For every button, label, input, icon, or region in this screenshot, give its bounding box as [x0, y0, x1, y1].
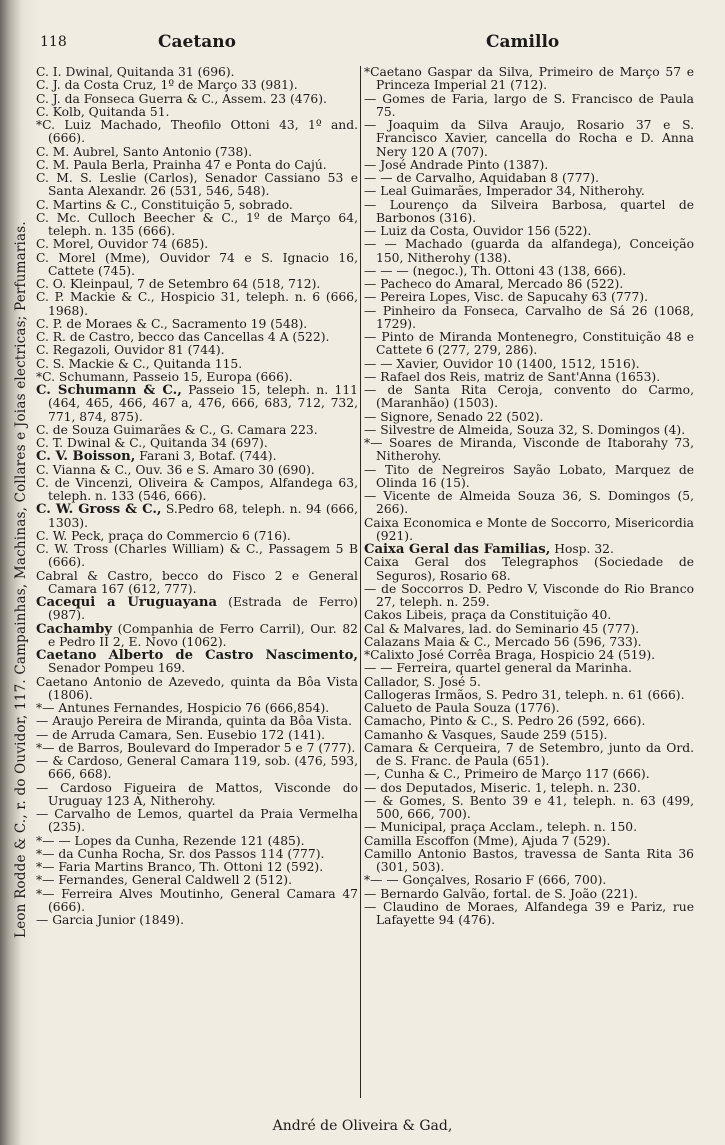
directory-entry [364, 623, 694, 636]
directory-entry [36, 79, 358, 92]
entry-text: C. Regazoli, Ouvidor 81 (744). [36, 343, 225, 358]
entry-text: — Signore, Senado 22 (502). [364, 409, 544, 424]
directory-entry [364, 636, 694, 649]
entry-text: — Pereira Lopes, Visc. de Sapucahy 63 (777). [364, 290, 648, 305]
directory-entry [364, 556, 694, 583]
entry-text: C. M. S. Leslie (Carlos), Senador Cassiano 53 e Santa Alexandr. 26 (531, 546, 548). [36, 171, 358, 199]
directory-entry [36, 238, 358, 251]
directory-entry [364, 185, 694, 198]
entry-text: Cabral & Castro, becco do Fisco 2 e General Camara 167 (612, 777). [36, 568, 358, 596]
directory-entry [36, 384, 358, 424]
directory-entry [36, 172, 358, 199]
entry-text: — Leal Guimarães, Imperador 34, Nitherohy. [364, 184, 645, 199]
entry-name: C. W. Gross & C., [36, 502, 162, 518]
entry-name: Caixa Geral das Familias, [364, 542, 551, 557]
directory-entry [364, 888, 694, 901]
entry-name: Cachamby [36, 621, 113, 637]
entry-text: — Rafael dos Reis, matriz de Sant'Anna (1653). [364, 369, 661, 384]
directory-entry [364, 291, 694, 304]
entry-text: C. de Vincenzi, Oliveira & Campos, Alfandega 63, teleph. n. 133 (546, 666). [36, 475, 358, 503]
directory-entry [364, 265, 694, 278]
directory-entry [36, 742, 358, 755]
entry-text: *C. Schumann, Passeio 15, Europa (666). [36, 369, 293, 384]
entry-text: Camillo Antonio Bastos, travessa de Santa Rita 36 (301, 503). [364, 846, 694, 874]
entry-text: C. W. Peck, praça do Commercio 6 (716). [36, 528, 291, 543]
entry-text: C. J. da Costa Cruz, 1º de Março 33 (981). [36, 78, 298, 93]
entry-text: C. T. Dwinal & C., Quitanda 34 (697). [36, 436, 268, 450]
directory-entry [364, 411, 694, 424]
entry-text: — Silvestre de Almeida, Souza 32, S. Domingos (4). [364, 422, 686, 437]
entry-text: C. Martins & C., Constituição 5, sobrado. [36, 197, 293, 212]
entry-text: S.Pedro 68, teleph. n. 94 (666, 1303). [48, 502, 358, 530]
directory-entry [36, 146, 358, 159]
entry-text: — — Xavier, Ouvidor 10 (1400, 1512, 1516). [364, 356, 640, 371]
entry-text: C. O. Kleinpaul, 7 de Setembro 64 (518, 712). [36, 277, 321, 291]
directory-entry [36, 649, 358, 676]
directory-entry [364, 768, 694, 781]
entry-text: C. P. de Moraes & C., Sacramento 19 (548). [36, 316, 308, 331]
directory-entry [36, 861, 358, 874]
entry-text: — & Gomes, S. Bento 39 e 41, teleph. n. 63 (499, 500, 666, 700). [364, 793, 694, 821]
left-column [36, 66, 358, 927]
entry-text: *— Faria Martins Branco, Th. Ottoni 12 (592). [36, 860, 324, 874]
directory-entry [364, 331, 694, 358]
entry-text: C. M. Aubrel, Santo Antonio (738). [36, 144, 252, 159]
directory-entry [364, 305, 694, 332]
entry-text: C. W. Tross (Charles William) & C., Passagem 5 B (666). [36, 542, 358, 570]
directory-entry [364, 278, 694, 291]
entry-text: C. P. Mackie & C., Hospicio 31, teleph. n. 6 (666, 1968). [36, 290, 358, 318]
directory-entry [364, 676, 694, 689]
directory-entry [36, 530, 358, 543]
page-header [40, 32, 700, 54]
directory-entry [36, 278, 358, 291]
directory-entry [364, 702, 694, 715]
directory-entry [364, 358, 694, 371]
entry-text: C. J. da Fonseca Guerra & C., Assem. 23 (476). [36, 91, 327, 106]
directory-entry [36, 437, 358, 450]
directory-entry [364, 199, 694, 226]
directory-entry [36, 729, 358, 742]
entry-text: — Pacheco do Amaral, Mercado 86 (522). [364, 277, 624, 291]
entry-text: C. S. Mackie & C., Quitanda 115. [36, 356, 243, 371]
directory-entry [36, 477, 358, 504]
directory-entry [364, 795, 694, 822]
entry-text: C. Mc. Culloch Beecher & C., 1º de Março 64, teleph. n. 135 (666). [36, 210, 358, 238]
entry-text: *Caetano Gaspar da Silva, Primeiro de Março 57 e Princeza Imperial 21 (712). [364, 65, 694, 93]
entry-text: Caixa Geral dos Telegraphos (Sociedade de Seguros), Rosario 68. [364, 555, 694, 583]
entry-text: — Luiz da Costa, Ouvidor 156 (522). [364, 224, 592, 238]
entry-text: Caixa Economica e Monte de Soccorro, Misericordia (921). [364, 515, 694, 543]
entry-name: C. V. Boisson, [36, 449, 136, 465]
entry-text: *— Fernandes, General Caldwell 2 (512). [36, 873, 292, 888]
entry-text: — — — (negoc.), Th. Ottoni 43 (138, 666). [364, 263, 627, 278]
right-column [364, 66, 694, 927]
entry-text: *— — Gonçalves, Rosario F (666, 700). [364, 873, 607, 888]
directory-entry [364, 583, 694, 610]
entry-text: — Carvalho de Lemos, quartel da Praia Vermelha (235). [36, 807, 358, 835]
directory-entry [36, 450, 358, 463]
entry-text: — Claudino de Moraes, Alfandega 39 e Pariz, rue Lafayette 94 (476). [364, 899, 694, 927]
directory-entry [36, 199, 358, 212]
directory-entry [364, 172, 694, 185]
directory-entry [36, 106, 358, 119]
entry-text: Calazans Maia & C., Mercado 56 (596, 733). [364, 634, 642, 649]
directory-entry [36, 331, 358, 344]
directory-entry [364, 901, 694, 928]
directory-entry [36, 570, 358, 597]
entry-text: (Estrada de Ferro) (987). [48, 595, 358, 623]
entry-text: Cakos Libeis, praça da Constituição 40. [364, 608, 612, 623]
directory-entry [364, 384, 694, 411]
entry-text: *— da Cunha Rocha, Sr. dos Passos 114 (777). [36, 846, 325, 861]
entry-name: C. Schumann & C., [36, 383, 182, 398]
directory-entry [364, 742, 694, 769]
entry-text: — & Cardoso, General Camara 119, sob. (476, 593, 666, 668). [36, 754, 358, 782]
entry-text: (Companhia de Ferro Carril), Our. 82 e Pedro II 2, E. Novo (1062). [48, 621, 358, 649]
entry-text: *Calixto José Corrêa Braga, Hospicio 24 (519). [364, 648, 656, 662]
directory-entry [36, 344, 358, 357]
entry-text: — Araujo Pereira de Miranda, quinta da Bôa Vista. [36, 714, 352, 729]
entry-text: *— — Lopes da Cunha, Rezende 121 (485). [36, 833, 305, 848]
entry-text: C. Kolb, Quitanda 51. [36, 104, 170, 119]
directory-entry [36, 424, 358, 437]
entry-text: —, Cunha & C., Primeiro de Março 117 (666). [364, 767, 650, 782]
entry-text: C. Vianna & C., Ouv. 36 e S. Amaro 30 (690). [36, 462, 315, 477]
entry-text: — — de Carvalho, Aquidaban 8 (777). [364, 171, 599, 185]
running-head-left: Caetano [158, 32, 236, 52]
entry-text: — dos Deputados, Miseric. 1, teleph. n. 230. [364, 780, 641, 795]
entry-text: — Gomes de Faria, largo de S. Francisco de Paula 75. [364, 91, 694, 119]
directory-entry [36, 874, 358, 887]
directory-entry [364, 874, 694, 887]
entry-text: — Tito de Negreiros Sayão Lobato, Marquez de Olinda 16 (15). [364, 462, 694, 490]
directory-entry [36, 676, 358, 703]
directory-entry [364, 609, 694, 622]
directory-entry [364, 225, 694, 238]
directory-entry [36, 119, 358, 146]
directory-entry [364, 689, 694, 702]
running-head-right: Camillo [486, 32, 560, 52]
directory-entry [36, 835, 358, 848]
entry-text: C. Morel, Ouvidor 74 (685). [36, 237, 209, 252]
directory-entry [364, 371, 694, 384]
directory-entry [364, 649, 694, 662]
directory-entry [364, 729, 694, 742]
directory-entry [36, 291, 358, 318]
entry-text: Calueto de Paula Souza (1776). [364, 701, 560, 715]
entry-text: *— Ferreira Alves Moutinho, General Camara 47 (666). [36, 886, 358, 914]
directory-entry [364, 543, 694, 556]
entry-text: — Vicente de Almeida Souza 36, S. Domingos (5, 266). [364, 489, 694, 517]
entry-text: Camara & Cerqueira, 7 de Setembro, junto da Ord. de S. Franc. de Paula (651). [364, 740, 694, 768]
directory-entry [36, 914, 358, 927]
entry-text: C. Morel (Mme), Ouvidor 74 e S. Ignacio 16, Cattete (745). [36, 250, 358, 278]
directory-entry [36, 93, 358, 106]
directory-entry [36, 252, 358, 279]
entry-text: — Joaquim da Silva Araujo, Rosario 37 e S. Francisco Xavier, cancella do Rocha e D. Anna Nery 120 A (707). [364, 118, 694, 159]
entry-text: — Cardoso Figueira de Mattos, Visconde do Uruguay 123 A, Nitherohy. [36, 780, 358, 808]
directory-entry [364, 848, 694, 875]
directory-entry [364, 159, 694, 172]
directory-entry [36, 848, 358, 861]
entry-text: — de Arruda Camara, Sen. Eusebio 172 (141). [36, 727, 326, 742]
entry-text: — Lourenço da Silveira Barbosa, quartel de Barbonos (316). [364, 197, 694, 225]
entry-text: — de Soccorros D. Pedro V, Visconde do Rio Branco 27, teleph. n. 259. [364, 581, 694, 609]
directory-entry [36, 371, 358, 384]
entry-text: — Pinto de Miranda Montenegro, Constituição 48 e Cattete 6 (277, 279, 286). [364, 330, 694, 358]
entry-text: — de Santa Rita Ceroja, convento do Carmo, (Maranhão) (1503). [364, 383, 694, 411]
directory-entry [36, 782, 358, 809]
entry-text: Callador, S. José 5. [364, 674, 481, 689]
entry-text: *— Soares de Miranda, Visconde de Itaborahy 73, Nitherohy. [364, 436, 694, 464]
directory-entry [364, 93, 694, 120]
directory-entry [36, 596, 358, 623]
entry-text: — Garcia Junior (1849). [36, 913, 184, 927]
directory-entry [364, 490, 694, 517]
directory-entry [36, 212, 358, 239]
entry-text: Senador Pompeu 169. [48, 661, 186, 676]
directory-entry [36, 755, 358, 782]
entry-text: Camacho, Pinto & C., S. Pedro 26 (592, 666). [364, 714, 646, 729]
entry-text: C. R. de Castro, becco das Cancellas 4 A (522). [36, 330, 330, 344]
entry-text: — José Andrade Pinto (1387). [364, 157, 549, 172]
directory-entry [36, 358, 358, 371]
entry-text: — Pinheiro da Fonseca, Carvalho de Sá 26 (1068, 1729). [364, 303, 694, 331]
directory-entry [364, 662, 694, 675]
entry-text: Farani 3, Botaf. (744). [135, 449, 277, 464]
entry-text: Camanho & Vasques, Saude 259 (515). [364, 727, 608, 742]
directory-entry [36, 464, 358, 477]
directory-entry [364, 782, 694, 795]
directory-entry [364, 821, 694, 834]
entry-text: Passeio 15, teleph. n. 111 (464, 465, 466, 467 a, 476, 666, 683, 712, 732, 771, 874, 875). [48, 383, 358, 424]
entry-text: C. de Souza Guimarães & C., G. Camara 223. [36, 422, 318, 437]
entry-text: C. I. Dwinal, Quitanda 31 (696). [36, 65, 235, 79]
entry-text: — Municipal, praça Acclam., teleph. n. 150. [364, 820, 638, 835]
directory-entry [36, 159, 358, 172]
entry-text: Cal & Malvares, lad. do Seminario 45 (777). [364, 621, 640, 636]
entry-text: *— Antunes Fernandes, Hospicio 76 (666,854). [36, 701, 330, 715]
directory-entry [364, 464, 694, 491]
directory-entry [36, 702, 358, 715]
directory-entry [36, 318, 358, 331]
page-number: 118 [40, 34, 67, 50]
directory-entry [36, 543, 358, 570]
directory-entry [364, 715, 694, 728]
entry-text: — Bernardo Galvão, fortal. de S. João (221). [364, 886, 638, 901]
entry-text: *C. Luiz Machado, Theofilo Ottoni 43, 1º and. (666). [36, 118, 358, 146]
directory-entry [364, 66, 694, 93]
side-advertisement: Leon Rodde & C., r. do Ouvidor, 117. Campainhas, Machinas, Collares e Joias electricas; Perfumarias. [13, 221, 29, 939]
entry-text: — — Machado (guarda da alfandega), Conceição 150, Nitherohy (138). [364, 237, 694, 265]
entry-text: C. M. Paula Berla, Prainha 47 e Ponta do Cajú. [36, 157, 327, 172]
column-divider [360, 66, 361, 1098]
directory-entry [364, 119, 694, 159]
directory-entry [36, 66, 358, 79]
directory-entry [364, 517, 694, 544]
directory-entry [36, 715, 358, 728]
entry-text: — — Ferreira, quartel general da Marinha. [364, 661, 632, 676]
directory-entry [364, 238, 694, 265]
directory-entry [36, 888, 358, 915]
page-footer: André de Oliveira & Gad, [272, 1118, 453, 1134]
directory-entry [36, 623, 358, 650]
entry-text: Hosp. 32. [550, 542, 614, 556]
directory-entry [364, 437, 694, 464]
directory-entry [364, 835, 694, 848]
entry-text: *— de Barros, Boulevard do Imperador 5 e 7 (777). [36, 740, 356, 755]
entry-text: Caetano Antonio de Azevedo, quinta da Bôa Vista (1806). [36, 674, 358, 702]
entry-text: Callogeras Irmãos, S. Pedro 31, teleph. n. 61 (666). [364, 687, 685, 702]
entry-name: Cacequi a Uruguayana [36, 595, 218, 610]
directory-entry [364, 424, 694, 437]
directory-entry [36, 503, 358, 530]
directory-entry [36, 808, 358, 835]
entry-text: Camilla Escoffon (Mme), Ajuda 7 (529). [364, 833, 611, 848]
entry-name: Caetano Alberto de Castro Nascimento, [36, 648, 358, 663]
